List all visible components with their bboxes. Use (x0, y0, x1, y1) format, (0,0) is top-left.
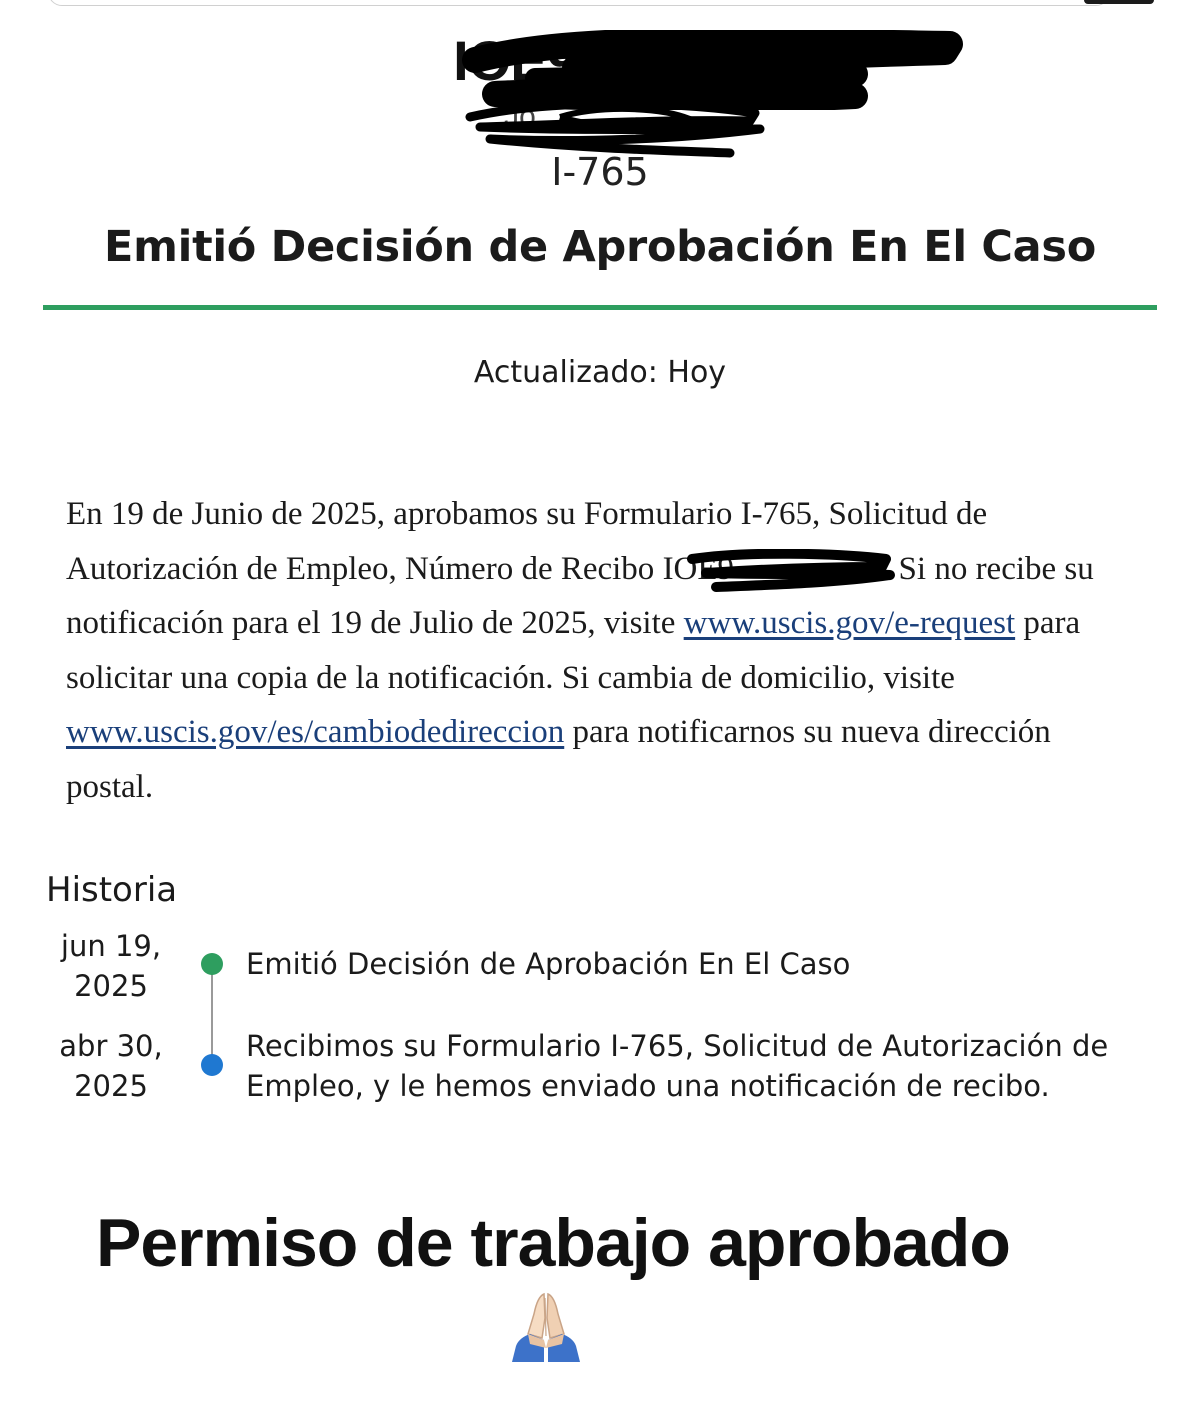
history-date-2-line2: 2025 (74, 1069, 148, 1103)
e-request-link[interactable]: www.uscis.gov/e-request (683, 605, 1016, 641)
top-edge-accent (1084, 0, 1154, 4)
caption-title: Permiso de trabajo aprobado (96, 1205, 1010, 1281)
history-event-1-text: Emitió Decisión de Aprobación En El Caso (246, 947, 851, 981)
case-message (66, 487, 1146, 814)
history-heading: Historia (46, 870, 178, 910)
case-status-title: Emitió Decisión de Aprobación En El Caso (104, 222, 1096, 272)
applicant-name: Jo (504, 100, 536, 133)
change-address-link[interactable]: www.uscis.gov/es/cambiodedireccion (66, 714, 565, 750)
history-date-1-line2: 2025 (74, 969, 148, 1003)
search-bar-edge (48, 0, 1110, 6)
form-id: I-765 (551, 150, 649, 194)
history-event-2-text: Recibimos su Formulario I-765, Solicitud de Autorización de Empleo, y le hemos enviado una notificación de recibo. (246, 1029, 1109, 1103)
message-part-4: para notificarnos su nueva dirección postal. (66, 714, 1051, 805)
history-date-1 (40, 926, 182, 1006)
status-divider (43, 305, 1157, 310)
history-status-dot-approved (201, 953, 223, 975)
history-date-2 (40, 1026, 182, 1106)
history-date-2-line1: abr 30, (59, 1029, 163, 1063)
timeline-connector (211, 966, 213, 1064)
history-date-1-line1: jun 19, (60, 929, 162, 963)
updated-label: Actualizado: Hoy (473, 355, 727, 390)
message-part-3: para solicitar una copia de la notificación. Si cambia de domicilio, visite (66, 605, 1081, 696)
folded-hands-icon (508, 1288, 584, 1364)
history-status-dot-received (201, 1054, 223, 1076)
receipt-number: IOE99 (453, 29, 607, 92)
message-part-2: . Si no recibe su notificación para el 19 de Julio de 2025, visite (66, 550, 1094, 641)
message-part-1: En 19 de Junio de 2025, aprobamos su Formulario I-765, Solicitud de Autorización de Empleo, Número de Recibo (66, 496, 988, 587)
message-receipt-number: IOE9 (662, 550, 735, 587)
